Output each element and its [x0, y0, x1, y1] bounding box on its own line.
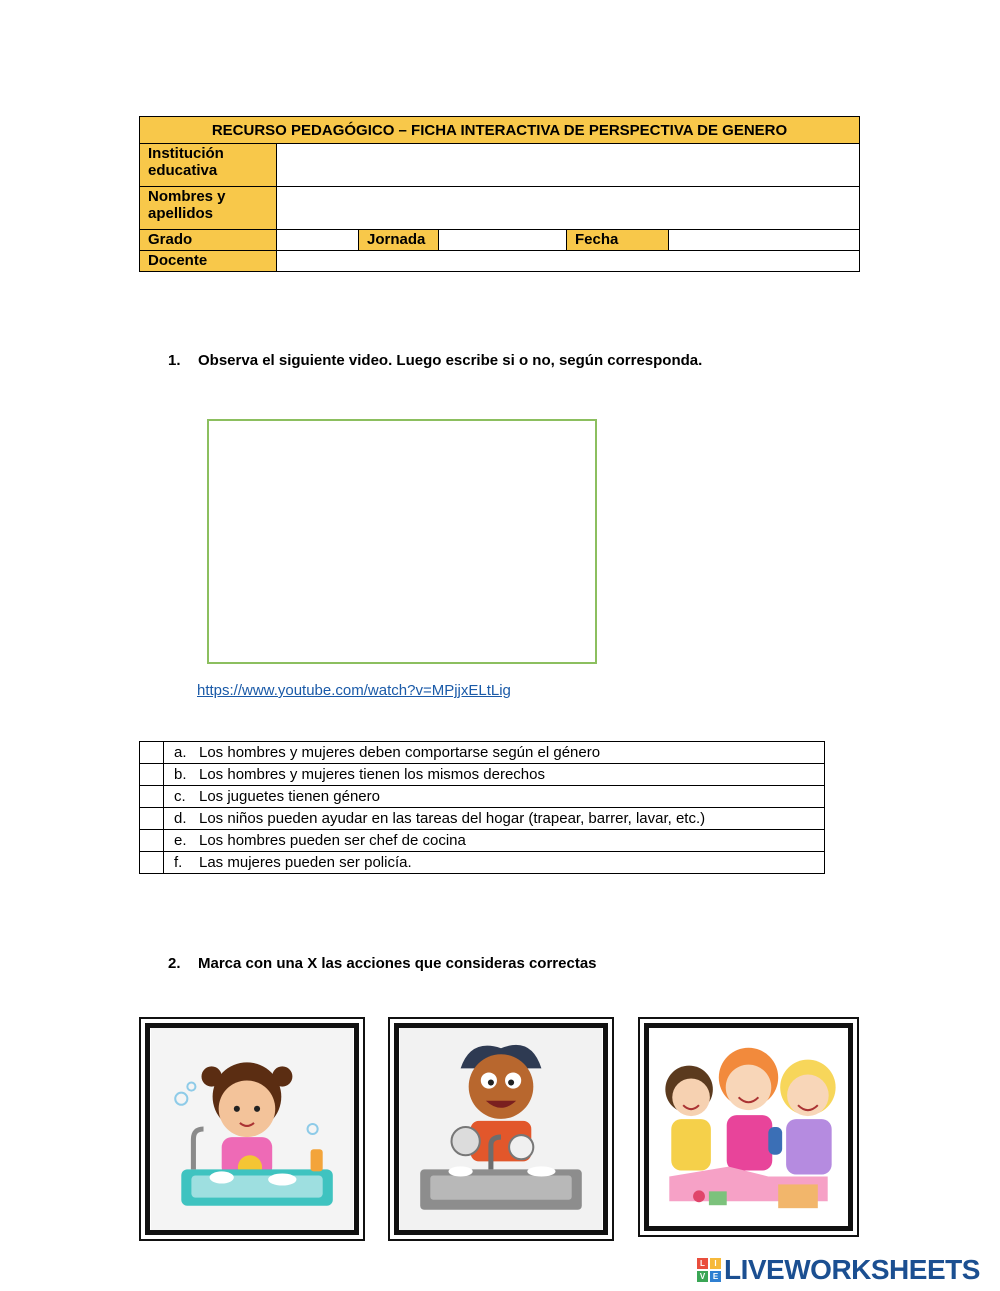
- question-1: [168, 352, 702, 369]
- statement-row: [140, 764, 825, 786]
- statement-text: Los niños pueden ayudar en las tareas del hogar (trapear, barrer, lavar, etc.): [199, 810, 706, 827]
- statements-table: [139, 741, 825, 874]
- answer-field-a[interactable]: [140, 742, 164, 764]
- statement-text: Los hombres y mujeres tienen los mismos derechos: [199, 766, 545, 783]
- statement-cell: [164, 830, 825, 852]
- statement-cell: [164, 764, 825, 786]
- shift-label: Jornada: [359, 230, 439, 251]
- statement-text: Los hombres pueden ser chef de cocina: [199, 832, 466, 849]
- statement-row: [140, 808, 825, 830]
- question-1-text: Observa el siguiente video. Luego escribe si o no, según corresponda.: [198, 352, 703, 369]
- worksheet-title: RECURSO PEDAGÓGICO – FICHA INTERACTIVA DE PERSPECTIVA DE GENERO: [140, 117, 860, 144]
- liveworksheets-logo: [697, 1254, 980, 1286]
- video-embed[interactable]: [207, 419, 597, 664]
- statement-letter: e.: [174, 832, 187, 849]
- statement-letter: c.: [174, 788, 186, 805]
- question-2-number: 2.: [168, 955, 181, 972]
- answer-field-f[interactable]: [140, 852, 164, 874]
- institution-field[interactable]: [277, 144, 860, 187]
- statement-row: [140, 852, 825, 874]
- boy-washing-dishes-image[interactable]: [394, 1023, 608, 1235]
- statement-row: [140, 742, 825, 764]
- grade-field[interactable]: [277, 230, 359, 251]
- header-table: [139, 116, 860, 272]
- statement-text: Los hombres y mujeres deben comportarse según el género: [199, 744, 601, 761]
- answer-field-c[interactable]: [140, 786, 164, 808]
- children-playing-illustration: [649, 1028, 848, 1226]
- logo-block-i: I: [710, 1258, 721, 1269]
- girl-washing-dishes-image[interactable]: [145, 1023, 359, 1235]
- logo-blocks-icon: [697, 1258, 721, 1282]
- question-1-number: 1.: [168, 352, 181, 369]
- statement-row: [140, 830, 825, 852]
- statement-letter: a.: [174, 744, 187, 761]
- girl-washing-dishes-illustration: [150, 1028, 354, 1230]
- question-2-text: Marca con una X las acciones que consideras correctas: [198, 955, 597, 972]
- statement-cell: [164, 852, 825, 874]
- boy-washing-dishes-illustration: [399, 1028, 603, 1230]
- answer-field-b[interactable]: [140, 764, 164, 786]
- logo-block-e: E: [710, 1271, 721, 1282]
- statement-letter: d.: [174, 810, 187, 827]
- statement-cell: [164, 808, 825, 830]
- teacher-field[interactable]: [277, 251, 860, 272]
- logo-text: LIVEWORKSHEETS: [724, 1254, 980, 1285]
- teacher-label: Docente: [140, 251, 277, 272]
- question-2: [168, 955, 597, 972]
- children-playing-image[interactable]: [644, 1023, 853, 1231]
- video-link[interactable]: https://www.youtube.com/watch?v=MPjjxELtLig: [197, 682, 511, 699]
- statement-letter: b.: [174, 766, 187, 783]
- statement-text: Las mujeres pueden ser policía.: [199, 854, 412, 871]
- statement-text: Los juguetes tienen género: [199, 788, 380, 805]
- grade-label: Grado: [140, 230, 277, 251]
- date-label: Fecha: [567, 230, 669, 251]
- logo-block-v: V: [697, 1271, 708, 1282]
- names-field[interactable]: [277, 187, 860, 230]
- answer-field-e[interactable]: [140, 830, 164, 852]
- statement-letter: f.: [174, 854, 183, 871]
- institution-label: Institución educativa: [140, 144, 277, 187]
- statement-cell: [164, 786, 825, 808]
- names-label: Nombres y apellidos: [140, 187, 277, 230]
- statement-cell: [164, 742, 825, 764]
- answer-field-d[interactable]: [140, 808, 164, 830]
- statement-row: [140, 786, 825, 808]
- shift-field[interactable]: [439, 230, 567, 251]
- date-field[interactable]: [669, 230, 860, 251]
- logo-block-l: L: [697, 1258, 708, 1269]
